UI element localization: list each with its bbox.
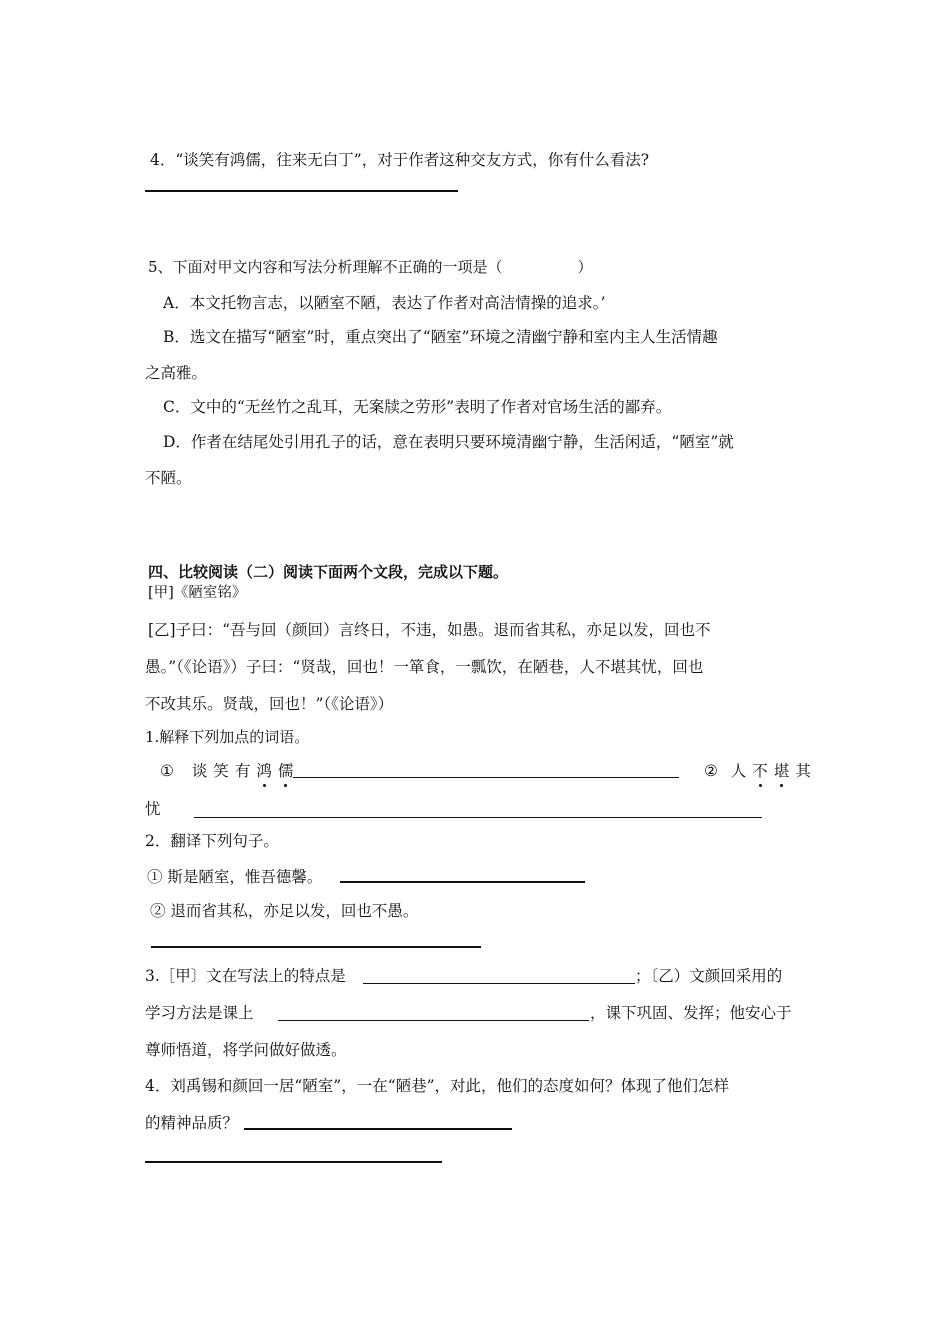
subquestion-2-stem: 2．翻译下列句子。 xyxy=(145,832,279,850)
word-char: 其 xyxy=(795,762,811,780)
word-char: 谈 xyxy=(191,762,208,780)
dotted-word-char: 堪 xyxy=(773,762,790,780)
answer-line-sq3-a[interactable] xyxy=(363,983,635,984)
subquestion-3-part-4: ，课下巩固、发挥；他安心于 xyxy=(590,1004,792,1022)
answer-line-q4[interactable] xyxy=(145,190,458,192)
answer-line-sq4-a[interactable] xyxy=(244,1128,512,1130)
question-5-stem: 5、下面对甲文内容和写法分析理解不正确的一项是（ ） xyxy=(148,258,593,276)
subquestion-1-item-2-tail: 忧 xyxy=(145,800,161,818)
item-1-number: ① xyxy=(160,762,174,780)
answer-line-sq4-b[interactable] xyxy=(145,1161,442,1163)
subquestion-2-item-2: ② 退而省其私，亦足以发，回也不愚。 xyxy=(150,902,419,920)
dotted-word-char: 儒 xyxy=(277,762,294,780)
subquestion-3-part-5: 尊师悟道，将学问做好做透。 xyxy=(145,1041,347,1059)
word-char: 人 xyxy=(730,762,747,780)
section-heading: 四、比较阅读（二）阅读下面两个文段，完成以下题。 xyxy=(148,563,509,581)
question-4: 4．“谈笑有鸿儒，往来无白丁”，对于作者这种交友方式，你有什么看法? xyxy=(150,151,650,169)
dotted-word-char: 不 xyxy=(752,762,768,780)
subquestion-1-item-2 xyxy=(704,764,811,780)
question-5-option-b-cont: 之高雅。 xyxy=(145,364,208,382)
word-char: 有 xyxy=(234,762,251,780)
answer-line-sq2-item2[interactable] xyxy=(151,946,481,948)
subquestion-3-part-3: 学习方法是课上 xyxy=(145,1004,254,1022)
subquestion-3-part-1: 3.［甲〕文在写法上的特点是 xyxy=(145,967,346,985)
question-5-option-d-cont: 不陋。 xyxy=(145,469,192,487)
passage-jia-title: [甲]《陋室铭》 xyxy=(148,585,247,601)
passage-yi-line-3: 不改其乐。贤哉，回也！”（《论语》） xyxy=(145,695,394,713)
question-5-option-c: C．文中的“无丝竹之乱耳，无案牍之劳形”表明了作者对官场生活的鄙弃。 xyxy=(163,398,672,416)
subquestion-3-part-2: ；〔乙）文颜回采用的 xyxy=(635,967,783,985)
dotted-word-char: 鸿 xyxy=(256,762,272,780)
subquestion-4-line-2: 的精神品质？ xyxy=(145,1114,239,1132)
subquestion-1-item-1 xyxy=(160,764,293,780)
answer-line-sq1-item2[interactable] xyxy=(194,817,762,818)
passage-yi-line-1: [乙]子曰：“吾与回（颜回）言终日，不违，如愚。退而省其私，亦足以发，回也不 xyxy=(148,621,711,639)
passage-yi-line-2: 愚。”（《论语》）子曰：“贤哉，回也！一箪食，一瓢饮，在陋巷，人不堪其忧，回也 xyxy=(145,658,704,676)
subquestion-1-stem: 1.解释下列加点的词语。 xyxy=(145,728,310,746)
subquestion-2-item-1: ① 斯是陋室，惟吾德馨。 xyxy=(147,868,323,886)
question-5-option-d: D．作者在结尾处引用孔子的话，意在表明只要环境清幽宁静，生活闲适，“陋室”就 xyxy=(163,433,734,451)
answer-line-sq1-item1[interactable] xyxy=(293,777,679,778)
answer-line-sq2-item1[interactable] xyxy=(340,881,585,883)
item-2-number: ② xyxy=(704,762,718,780)
answer-line-sq3-b[interactable] xyxy=(278,1020,589,1021)
word-char: 笑 xyxy=(213,762,229,780)
question-5-option-a: A．本文托物言志，以陋室不陋，表达了作者对高洁情操的追求。’ xyxy=(163,294,606,312)
subquestion-4-line-1: 4．刘禹锡和颜回一居“陋室”，一在“陋巷”，对此，他们的态度如何？体现了他们怎样 xyxy=(145,1077,730,1095)
question-5-option-b: B．选文在描写“陋室”时，重点突出了“陋室”环境之清幽宁静和室内主人生活情趣 xyxy=(163,328,718,346)
